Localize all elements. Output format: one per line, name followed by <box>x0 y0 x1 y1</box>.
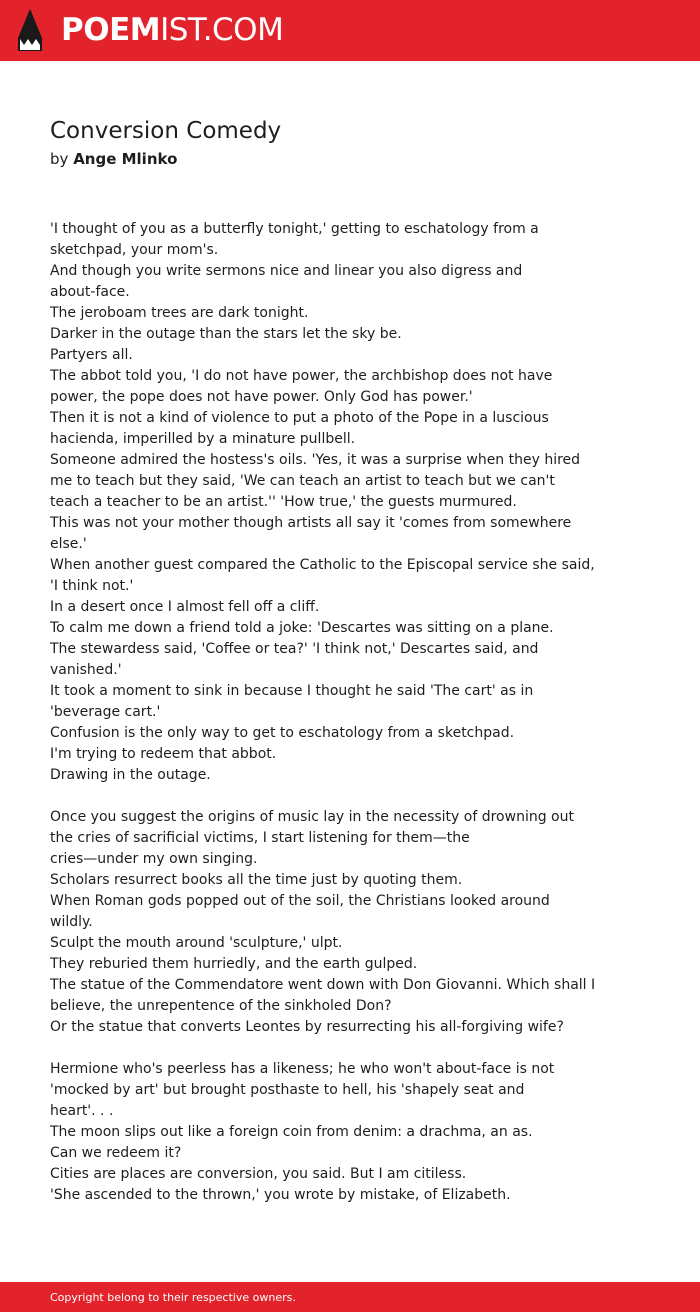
poem-line: teach a teacher to be an artist.'' 'How true,' the guests murmured. <box>50 494 517 510</box>
poem-line: Darker in the outage than the stars let the sky be. <box>50 326 402 342</box>
poem-line: Can we redeem it? <box>50 1145 182 1161</box>
poem-line: Or the statue that converts Leontes by resurrecting his all-forgiving wife? <box>50 1019 564 1035</box>
pencil-tip-icon <box>16 8 44 52</box>
logo-light-text: IST.COM <box>160 12 284 48</box>
site-header <box>0 0 700 61</box>
poem-stanza <box>50 807 640 1038</box>
poem-line: The statue of the Commendatore went down with Don Giovanni. Which shall I <box>50 977 596 993</box>
footer-copyright: Copyright belong to their respective owners. <box>50 1291 296 1304</box>
poem-line: This was not your mother though artists all say it 'comes from somewhere <box>50 515 572 531</box>
poem-line: 'beverage cart.' <box>50 704 161 720</box>
poem-line: Partyers all. <box>50 347 133 363</box>
poem-line: Confusion is the only way to get to eschatology from a sketchpad. <box>50 725 515 741</box>
poem-line: The moon slips out like a foreign coin from denim: a drachma, an as. <box>50 1124 533 1140</box>
poem-line: Cities are places are conversion, you said. But I am citiless. <box>50 1166 467 1182</box>
poem-stanza <box>50 1059 640 1206</box>
poem-line: believe, the unrepentence of the sinkholed Don? <box>50 998 392 1014</box>
poem-line: about-face. <box>50 284 130 300</box>
poem-line: heart'. . . <box>50 1103 114 1119</box>
site-footer <box>0 1282 700 1312</box>
logo-bold-text: POEM <box>61 12 161 48</box>
poem-line: The jeroboam trees are dark tonight. <box>50 305 309 321</box>
poem-line: 'She ascended to the thrown,' you wrote by mistake, of Elizabeth. <box>50 1187 511 1203</box>
poem-line: power, the pope does not have power. Only God has power.' <box>50 389 473 405</box>
poem-line: Once you suggest the origins of music lay in the necessity of drowning out <box>50 809 574 825</box>
poem-line: wildly. <box>50 914 93 930</box>
poem-line: In a desert once I almost fell off a cliff. <box>50 599 320 615</box>
poem-line: Then it is not a kind of violence to put a photo of the Pope in a luscious <box>50 410 549 426</box>
poem-line: the cries of sacrificial victims, I start listening for them—the <box>50 830 470 846</box>
poem-body <box>50 219 640 1206</box>
poem-line: Scholars resurrect books all the time just by quoting them. <box>50 872 463 888</box>
poem-line: The abbot told you, 'I do not have power, the archbishop does not have <box>50 368 553 384</box>
poem-line: To calm me down a friend told a joke: 'Descartes was sitting on a plane. <box>50 620 554 636</box>
poem-line: The stewardess said, 'Coffee or tea?' 'I think not,' Descartes said, and <box>50 641 539 657</box>
poem-line: cries—under my own singing. <box>50 851 258 867</box>
poem-line: 'I thought of you as a butterfly tonight,' getting to eschatology from a <box>50 221 539 237</box>
poem-line: I'm trying to redeem that abbot. <box>50 746 277 762</box>
poem-line: sketchpad, your mom's. <box>50 242 219 258</box>
byline <box>50 148 177 170</box>
poem-line: Hermione who's peerless has a likeness; he who won't about-face is not <box>50 1061 555 1077</box>
poem-line: Drawing in the outage. <box>50 767 211 783</box>
poem-line: 'mocked by art' but brought posthaste to hell, his 'shapely seat and <box>50 1082 525 1098</box>
poem-line: else.' <box>50 536 87 552</box>
poem-line: It took a moment to sink in because I thought he said 'The cart' as in <box>50 683 534 699</box>
poem-line: hacienda, imperilled by a minature pullbell. <box>50 431 356 447</box>
site-logo[interactable] <box>61 10 283 50</box>
poem-line: When another guest compared the Catholic to the Episcopal service she said, <box>50 557 595 573</box>
poem-title: Conversion Comedy <box>50 118 282 144</box>
poem-line: 'I think not.' <box>50 578 134 594</box>
poem-stanza <box>50 219 640 786</box>
poem-line: Sculpt the mouth around 'sculpture,' ulpt. <box>50 935 343 951</box>
poem-line: When Roman gods popped out of the soil, the Christians looked around <box>50 893 550 909</box>
poem-line: They reburied them hurriedly, and the earth gulped. <box>50 956 418 972</box>
author-name[interactable]: Ange Mlinko <box>73 150 178 168</box>
poem-line: vanished.' <box>50 662 122 678</box>
byline-prefix: by <box>50 150 69 168</box>
poem-line: Someone admired the hostess's oils. 'Yes, it was a surprise when they hired <box>50 452 581 468</box>
poem-line: And though you write sermons nice and linear you also digress and <box>50 263 523 279</box>
poem-line: me to teach but they said, 'We can teach an artist to teach but we can't <box>50 473 555 489</box>
